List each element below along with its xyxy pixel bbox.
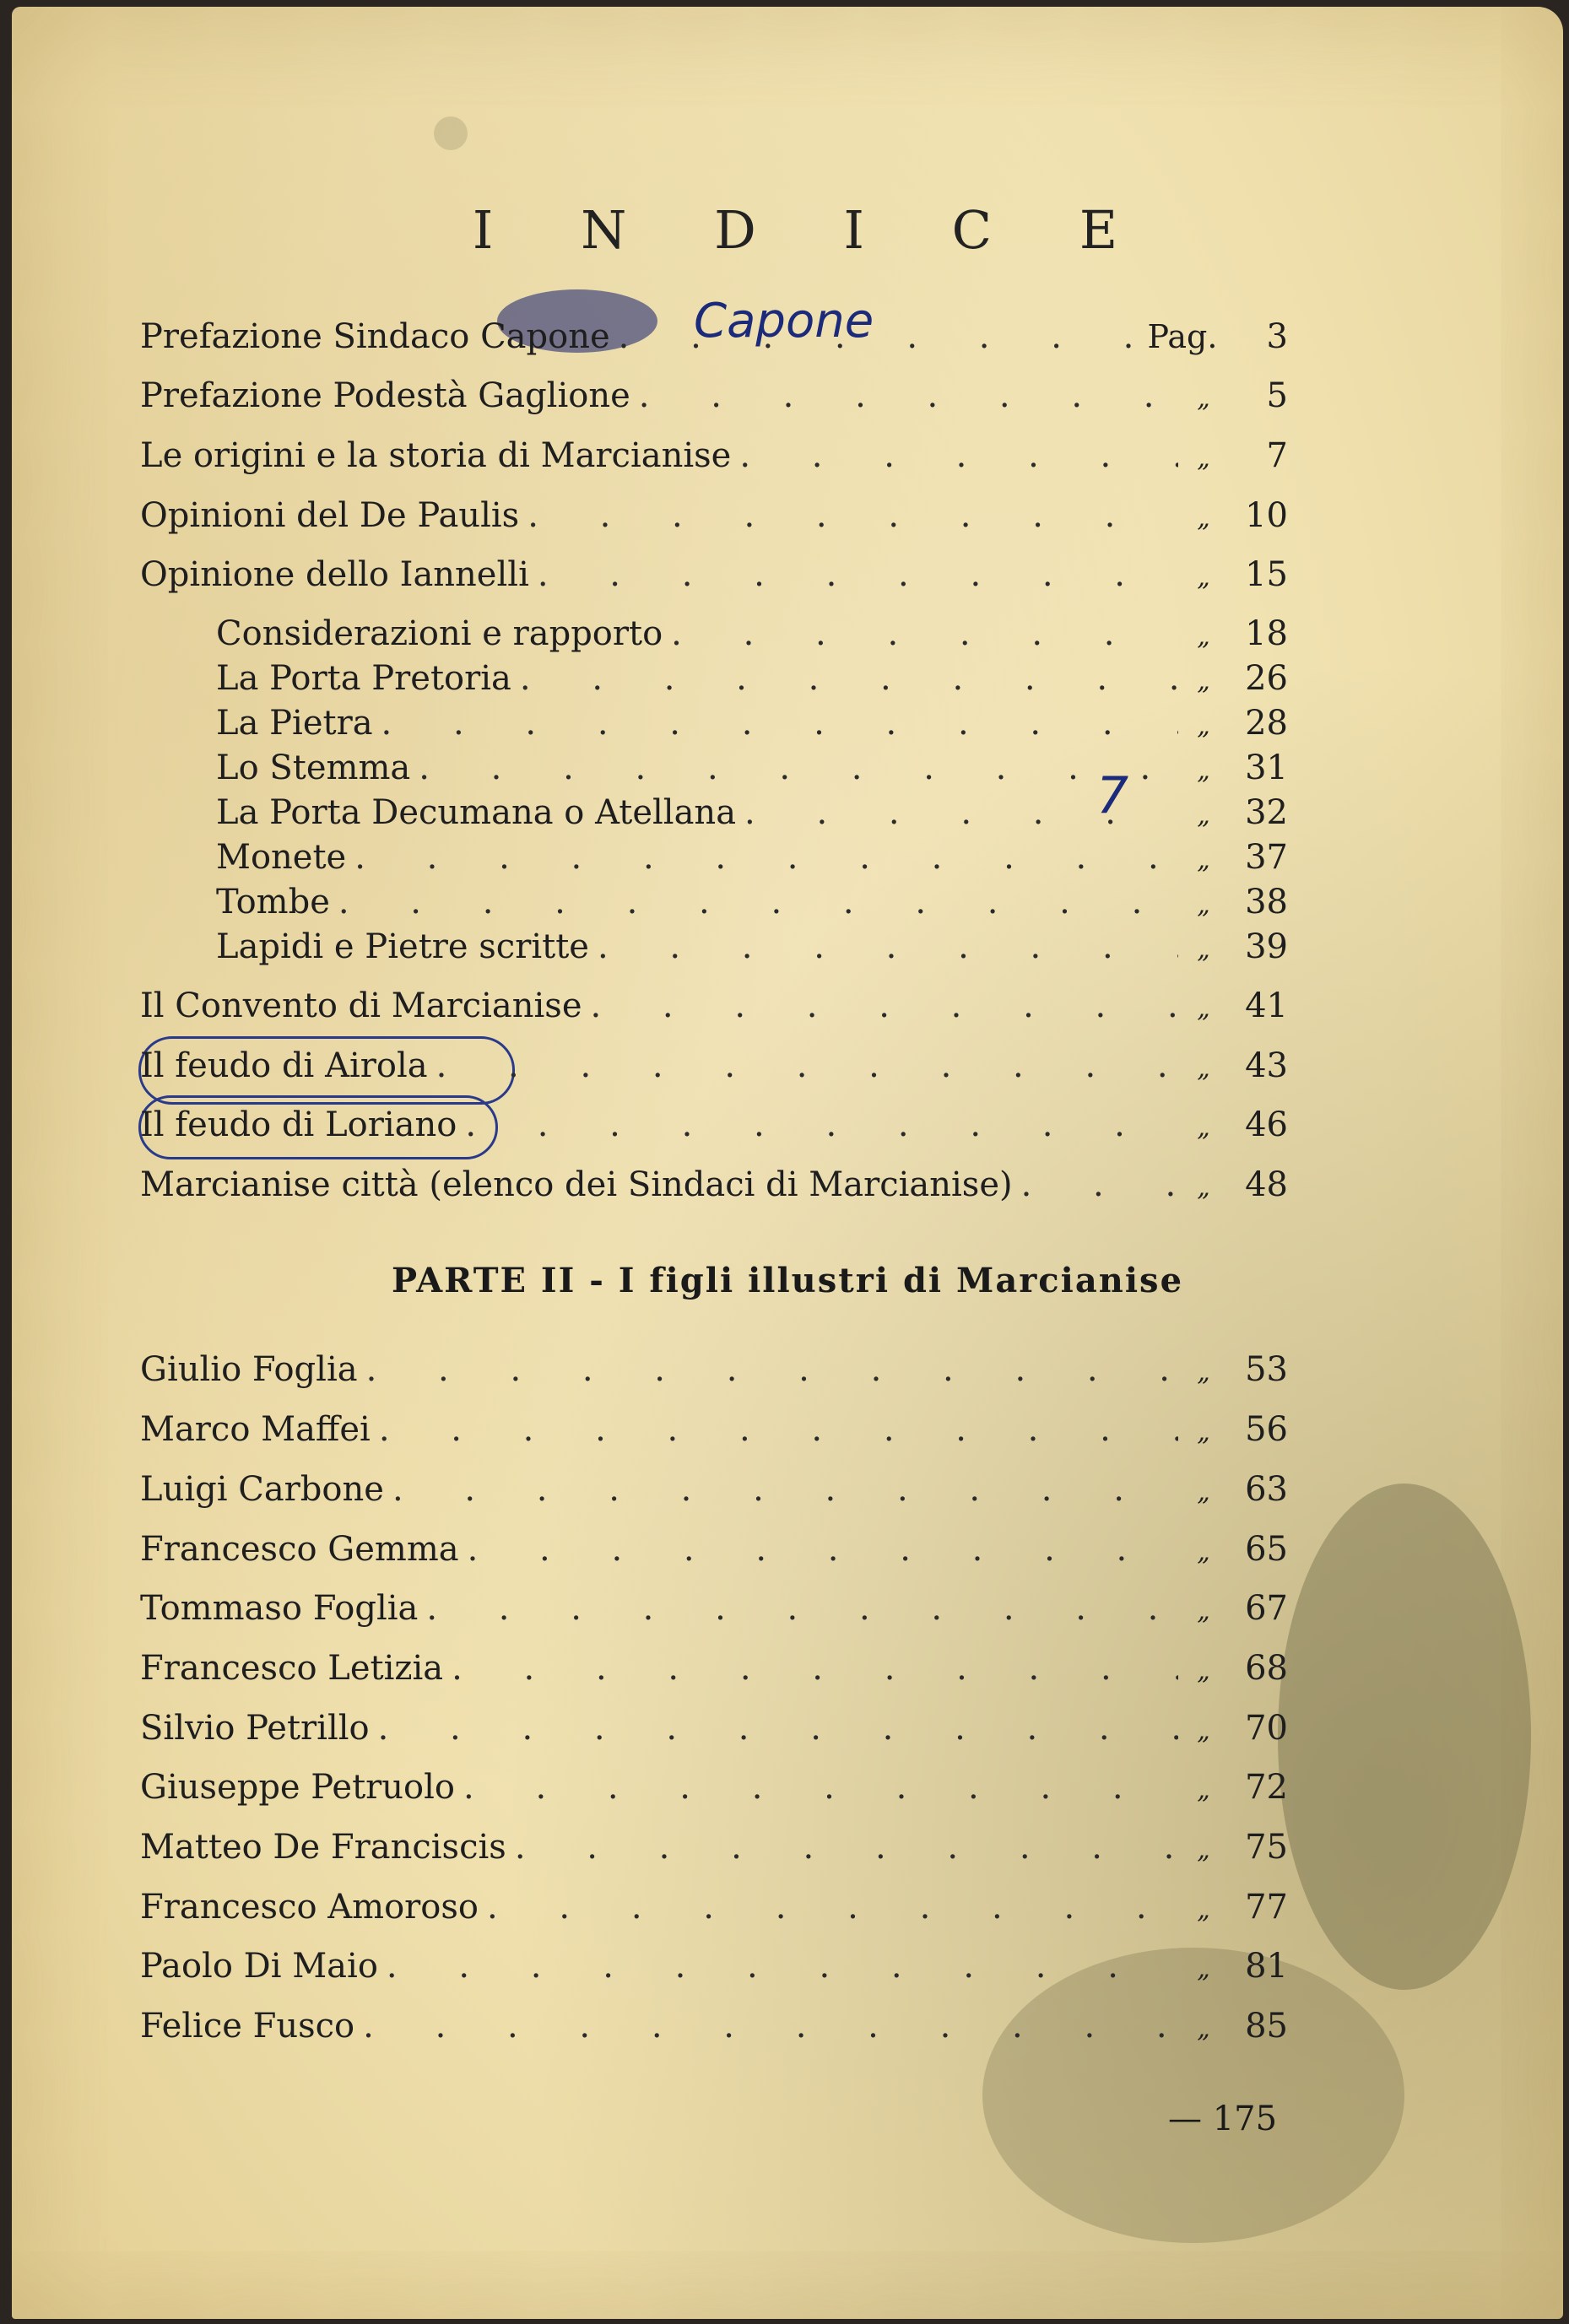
toc-entry-label: Francesco Letizia xyxy=(140,1649,444,1688)
toc-entry-ditto: „ xyxy=(1197,1954,1210,1984)
toc-entry-label: Francesco Amoroso xyxy=(140,1888,479,1927)
toc-entry-label: Francesco Gemma xyxy=(140,1530,459,1569)
leader-dots xyxy=(379,1410,1178,1449)
leader-dots xyxy=(515,1828,1178,1867)
toc-entry-label: Giulio Foglia xyxy=(140,1350,358,1389)
toc-entry-ditto: „ xyxy=(1197,1358,1210,1387)
toc-entry-page: 56 xyxy=(1245,1410,1288,1449)
handwritten-margin-mark: 7 xyxy=(1096,766,1129,825)
handwritten-correction: Capone xyxy=(694,294,874,349)
toc-entry-page: 65 xyxy=(1245,1530,1288,1569)
toc-entry-ditto: „ xyxy=(1197,756,1210,786)
toc-entry-label: Monete xyxy=(216,838,347,877)
toc-entry-page: 75 xyxy=(1245,1828,1288,1867)
toc-entry-label: Opinioni del De Paulis xyxy=(140,496,520,535)
toc-entry-page: 5 xyxy=(1266,376,1288,415)
toc-entry-page: 43 xyxy=(1245,1046,1288,1085)
toc-entry-ditto: „ xyxy=(1197,994,1210,1024)
leader-dots xyxy=(452,1649,1178,1688)
toc-entry-label: Prefazione Sindaco Capone xyxy=(140,317,610,356)
toc-entry-page: 85 xyxy=(1245,2007,1288,2046)
toc-entry-ditto: „ xyxy=(1197,1113,1210,1143)
toc-entry-page: 15 xyxy=(1245,555,1288,594)
toc-entry-ditto: „ xyxy=(1197,1716,1210,1746)
toc-entry-label: Marco Maffei xyxy=(140,1410,371,1449)
toc-entry-page: 39 xyxy=(1245,927,1288,966)
toc-entry-ditto: „ xyxy=(1197,1775,1210,1805)
toc-entry-ditto: „ xyxy=(1197,1478,1210,1507)
toc-entry-label: La Pietra xyxy=(216,704,373,743)
toc-entry-ditto: „ xyxy=(1197,384,1210,413)
toc-entry-ditto: „ xyxy=(1197,1597,1210,1626)
section-heading: PARTE II - I figli illustri di Marcianise xyxy=(391,1261,1184,1300)
toc-entry-ditto: „ xyxy=(1197,890,1210,920)
toc-entry-page: 77 xyxy=(1245,1888,1288,1927)
toc-entry-label: Il Convento di Marcianise xyxy=(140,986,582,1025)
leader-dots xyxy=(363,2007,1178,2046)
toc-entry-label: Tombe xyxy=(216,883,330,921)
toc-entry-page: 38 xyxy=(1245,883,1288,921)
toc-entry-page: 46 xyxy=(1245,1105,1288,1144)
toc-entry-label: Tommaso Foglia xyxy=(140,1589,419,1628)
toc-entry-label: Giuseppe Petruolo xyxy=(140,1768,456,1807)
toc-entry-label: Paolo Di Maio xyxy=(140,1947,378,1986)
page-title: I N D I C E xyxy=(472,199,1154,261)
toc-entry-label: Lapidi e Pietre scritte xyxy=(216,927,589,966)
toc-entry-page: 81 xyxy=(1245,1947,1288,1986)
toc-entry-label: Matteo De Franciscis xyxy=(140,1828,506,1867)
toc-entry-page: 41 xyxy=(1245,986,1288,1025)
page-number: — 175 xyxy=(1168,2100,1278,2138)
toc-entry-ditto: „ xyxy=(1197,1895,1210,1925)
toc-entry xyxy=(140,1828,1288,1878)
leader-dots xyxy=(392,1470,1178,1509)
toc-entry-page: 7 xyxy=(1266,436,1288,475)
toc-entry xyxy=(140,1530,1288,1581)
toc-entry-label: Silvio Petrillo xyxy=(140,1709,370,1748)
toc-entry-ditto: „ xyxy=(1197,1054,1210,1084)
toc-entry-ditto: „ xyxy=(1197,711,1210,741)
leader-dots xyxy=(387,1947,1178,1986)
toc-entry-label: La Porta Pretoria xyxy=(216,659,511,698)
toc-entry-label: Felice Fusco xyxy=(140,2007,355,2046)
toc-entry-ditto: „ xyxy=(1197,801,1210,830)
toc-entry-ditto: „ xyxy=(1197,1418,1210,1447)
toc-entry-ditto: „ xyxy=(1197,667,1210,696)
toc-entry-page: 70 xyxy=(1245,1709,1288,1748)
toc-entry-label: Il feudo di Airola xyxy=(140,1046,428,1085)
toc-entry-page: 3 xyxy=(1266,317,1288,356)
toc-entry xyxy=(140,1410,1288,1461)
leader-dots xyxy=(366,1350,1178,1389)
toc-entry xyxy=(140,1768,1288,1819)
toc-entry-ditto: „ xyxy=(1197,563,1210,592)
toc-entry-page: 18 xyxy=(1245,614,1288,653)
toc-entry-ditto: „ xyxy=(1197,1538,1210,1567)
toc-entry-ditto: „ xyxy=(1197,1657,1210,1686)
leader-dots xyxy=(426,1589,1178,1628)
toc-entry-label: Le origini e la storia di Marcianise xyxy=(140,436,732,475)
toc-entry-page: 53 xyxy=(1245,1350,1288,1389)
toc-entry xyxy=(140,1709,1288,1759)
toc-entry-ditto: „ xyxy=(1197,444,1210,473)
toc-entry-ditto: „ xyxy=(1197,846,1210,875)
toc-entry-page: 37 xyxy=(1245,838,1288,877)
toc-entry-label: Prefazione Podestà Gaglione xyxy=(140,376,630,415)
toc-entry xyxy=(140,2007,1288,2057)
toc-entry-ditto: „ xyxy=(1197,1173,1210,1203)
toc-entry xyxy=(140,1888,1288,1938)
toc-entry xyxy=(140,1470,1288,1521)
toc-entry-label: Luigi Carbone xyxy=(140,1470,384,1509)
toc-entry-page: 10 xyxy=(1245,496,1288,535)
toc-entry-page: 63 xyxy=(1245,1470,1288,1509)
toc-entry-ditto: „ xyxy=(1197,935,1210,965)
toc-entry-page-prefix: Pag. xyxy=(1147,318,1218,355)
toc-entry-page: 67 xyxy=(1245,1589,1288,1628)
table-of-contents-part2 xyxy=(12,7,1563,2319)
toc-entry-ditto: „ xyxy=(1197,1835,1210,1865)
toc-entry-page: 48 xyxy=(1245,1165,1288,1204)
toc-entry-page: 26 xyxy=(1245,659,1288,698)
toc-entry-label: Il feudo di Loriano xyxy=(140,1105,457,1144)
leader-dots xyxy=(468,1530,1178,1569)
toc-entry-label: Considerazioni e rapporto xyxy=(216,614,663,653)
toc-entry xyxy=(140,1947,1288,1997)
toc-entry-ditto: „ xyxy=(1197,504,1210,533)
toc-entry-ditto: „ xyxy=(1197,622,1210,651)
toc-entry-page: 32 xyxy=(1245,793,1288,832)
toc-entry-page: 72 xyxy=(1245,1768,1288,1807)
toc-entry-label: La Porta Decumana o Atellana xyxy=(216,793,737,832)
toc-entry xyxy=(140,1589,1288,1640)
leader-dots xyxy=(378,1709,1178,1748)
leader-dots xyxy=(487,1888,1178,1927)
leader-dots xyxy=(463,1768,1178,1807)
toc-entry xyxy=(140,1649,1288,1700)
toc-entry-ditto: „ xyxy=(1197,2014,1210,2044)
toc-entry-label: Lo Stemma xyxy=(216,749,411,787)
toc-entry-label: Opinione dello Iannelli xyxy=(140,555,529,594)
toc-entry-page: 31 xyxy=(1245,749,1288,787)
toc-entry-page: 28 xyxy=(1245,704,1288,743)
toc-entry xyxy=(140,1350,1288,1401)
book-page xyxy=(12,7,1563,2319)
toc-entry-page: 68 xyxy=(1245,1649,1288,1688)
toc-entry-label: Marcianise città (elenco dei Sindaci di Marcianise) xyxy=(140,1165,1013,1204)
